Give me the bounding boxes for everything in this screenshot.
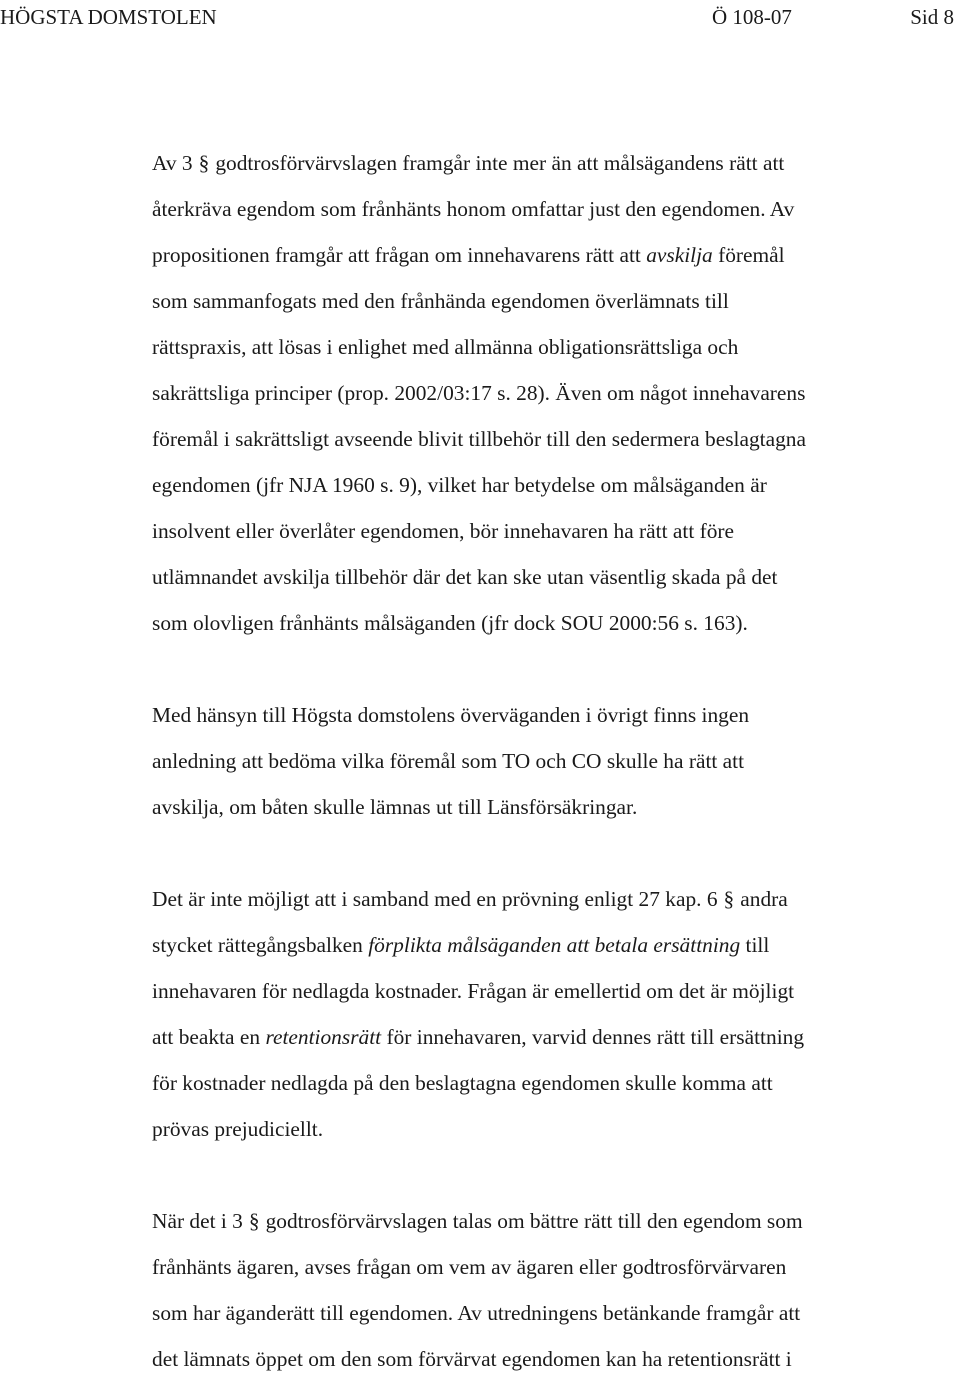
text-run: godtrosförvärvslagen framgår inte mer än att målsägandens rätt att xyxy=(215,151,785,175)
text-run: för innehavaren, varvid dennes rätt till ersättning xyxy=(381,1025,805,1049)
text-line: som sammanfogats med den frånhända egendomen överlämnats till xyxy=(152,289,729,313)
italic-phrase: förplikta målsäganden att betala ersättning xyxy=(368,933,741,957)
paragraph-3 xyxy=(152,876,957,1152)
section-sign: § xyxy=(723,887,735,911)
page-number: Sid 8 xyxy=(910,5,954,29)
text-line: föremål i sakrättsligt avseende blivit tillbehör till den sedermera beslagtagna xyxy=(152,427,806,451)
text-run: godtrosförvärvslagen talas om bättre rätt till den egendom som xyxy=(265,1209,803,1233)
text-line: avskilja, om båten skulle lämnas ut till Länsförsäkringar. xyxy=(152,795,638,819)
paragraph-1 xyxy=(152,140,957,646)
text-line: prövas prejudiciellt. xyxy=(152,1117,324,1141)
text-run: föremål xyxy=(712,243,785,267)
text-line: rättspraxis, att lösas i enlighet med allmänna obligationsrättsliga och xyxy=(152,335,739,359)
text-line: Med hänsyn till Högsta domstolens överväganden i övrigt finns ingen xyxy=(152,703,750,727)
page-header xyxy=(0,4,960,30)
text-line: frånhänts ägaren, avses frågan om vem av ägaren eller godtrosförvärvaren xyxy=(152,1255,787,1279)
text-run: Av 3 xyxy=(152,151,193,175)
text-line xyxy=(152,1198,957,1244)
text-line: utlämnandet avskilja tillbehör där det kan ske utan väsentlig skada på det xyxy=(152,565,778,589)
paragraph-2 xyxy=(152,692,957,830)
text-line: sakrättsliga principer (prop. 2002/03:17 s. 28). Även om något innehavarens xyxy=(152,381,806,405)
text-run: till xyxy=(740,933,770,957)
text-line: för kostnader nedlagda på den beslagtagna egendomen skulle komma att xyxy=(152,1071,773,1095)
text-line xyxy=(152,1014,957,1060)
text-run: andra xyxy=(740,887,788,911)
text-run: att beakta en xyxy=(152,1025,266,1049)
court-name: HÖGSTA DOMSTOLEN xyxy=(0,5,217,29)
text-line: innehavaren för nedlagda kostnader. Frågan är emellertid om det är möjligt xyxy=(152,979,795,1003)
section-sign: § xyxy=(198,151,210,175)
text-line: egendomen (jfr NJA 1960 s. 9), vilket har betydelse om målsäganden är xyxy=(152,473,767,497)
text-run: propositionen framgår att frågan om innehavarens rätt att xyxy=(152,243,647,267)
text-run: När det i 3 xyxy=(152,1209,243,1233)
document-body xyxy=(152,140,957,1382)
text-line: återkräva egendom som frånhänts honom omfattar just den egendomen. Av xyxy=(152,197,795,221)
text-run: Det är inte möjligt att i samband med en prövning enligt 27 kap. 6 xyxy=(152,887,718,911)
text-line xyxy=(152,922,957,968)
case-number: Ö 108-07 xyxy=(712,5,792,29)
section-sign: § xyxy=(248,1209,260,1233)
text-line xyxy=(152,140,957,186)
text-line: som har äganderätt till egendomen. Av utredningens betänkande framgår att xyxy=(152,1301,801,1325)
text-line: insolvent eller överlåter egendomen, bör innehavaren ha rätt att före xyxy=(152,519,735,543)
text-line: anledning att bedöma vilka föremål som TO och CO skulle ha rätt att xyxy=(152,749,745,773)
italic-term: avskilja xyxy=(646,243,713,267)
text-line: som olovligen frånhänts målsäganden (jfr dock SOU 2000:56 s. 163). xyxy=(152,611,748,635)
text-line xyxy=(152,232,957,278)
text-line: det lämnats öppet om den som förvärvat egendomen kan ha retentionsrätt i xyxy=(152,1347,792,1371)
italic-term: retentionsrätt xyxy=(265,1025,382,1049)
text-line xyxy=(152,876,957,922)
paragraph-4 xyxy=(152,1198,957,1382)
text-run: stycket rättegångsbalken xyxy=(152,933,369,957)
